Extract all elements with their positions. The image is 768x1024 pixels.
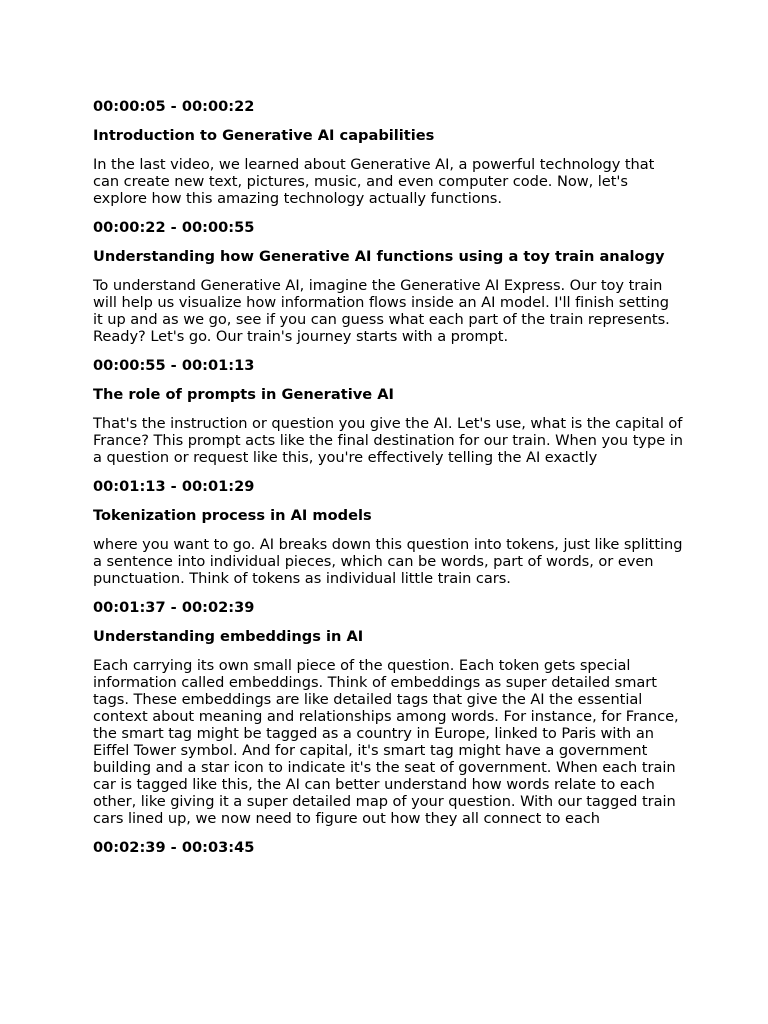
segment-timestamp: 00:00:05 - 00:00:22 bbox=[93, 98, 255, 115]
segment-timestamp: 00:02:39 - 00:03:45 bbox=[93, 839, 255, 856]
transcript-segment bbox=[93, 219, 683, 345]
segment-text: To understand Generative AI, imagine the Generative AI Express. Our toy train will help us visualize how information flows inside an AI model. I'll finish setting it up and as we go, see if you can guess what each part of the train represents. Ready? Let's go. Our train's journey starts with a prompt. bbox=[93, 277, 670, 345]
transcript-segment bbox=[93, 98, 683, 207]
segment-text: where you want to go. AI breaks down this question into tokens, just like splitting a sentence into individual pieces, which can be words, part of words, or even punctuation. Think of tokens as individual little train cars. bbox=[93, 536, 683, 587]
segment-title: Understanding embeddings in AI bbox=[93, 628, 364, 645]
segment-timestamp: 00:01:13 - 00:01:29 bbox=[93, 478, 255, 495]
transcript-segment bbox=[93, 599, 683, 827]
segment-title: Introduction to Generative AI capabilities bbox=[93, 127, 435, 144]
segment-timestamp: 00:00:55 - 00:01:13 bbox=[93, 357, 255, 374]
segment-timestamp: 00:01:37 - 00:02:39 bbox=[93, 599, 255, 616]
segment-title: Understanding how Generative AI functions using a toy train analogy bbox=[93, 248, 665, 265]
segment-title: The role of prompts in Generative AI bbox=[93, 386, 394, 403]
segment-text: In the last video, we learned about Generative AI, a powerful technology that can create new text, pictures, music, and even computer code. Now, let's explore how this amazing technology actually functions. bbox=[93, 156, 655, 207]
segment-text: Each carrying its own small piece of the question. Each token gets special information called embeddings. Think of embeddings as super detailed smart tags. These embeddings are like detailed tags that give the AI the essential context about meaning and relationships among words. For instance, for France, the smart tag might be tagged as a country in Europe, linked to Paris with an Eiffel Tower symbol. And for capital, it's smart tag might have a government building and a star icon to indicate it's the seat of government. When each train car is tagged like this, the AI can better understand how words relate to each other, like giving it a super detailed map of your question. With our tagged train cars lined up, we now need to figure out how they all connect to each bbox=[93, 657, 679, 827]
transcript-segment bbox=[93, 478, 683, 587]
segment-text: That's the instruction or question you give the AI. Let's use, what is the capital of France? This prompt acts like the final destination for our train. When you type in a question or request like this, you're effectively telling the AI exactly bbox=[93, 415, 683, 466]
transcript-page bbox=[93, 98, 683, 868]
transcript-segment bbox=[93, 839, 683, 856]
transcript-segment bbox=[93, 357, 683, 466]
segment-title: Tokenization process in AI models bbox=[93, 507, 372, 524]
segment-timestamp: 00:00:22 - 00:00:55 bbox=[93, 219, 255, 236]
